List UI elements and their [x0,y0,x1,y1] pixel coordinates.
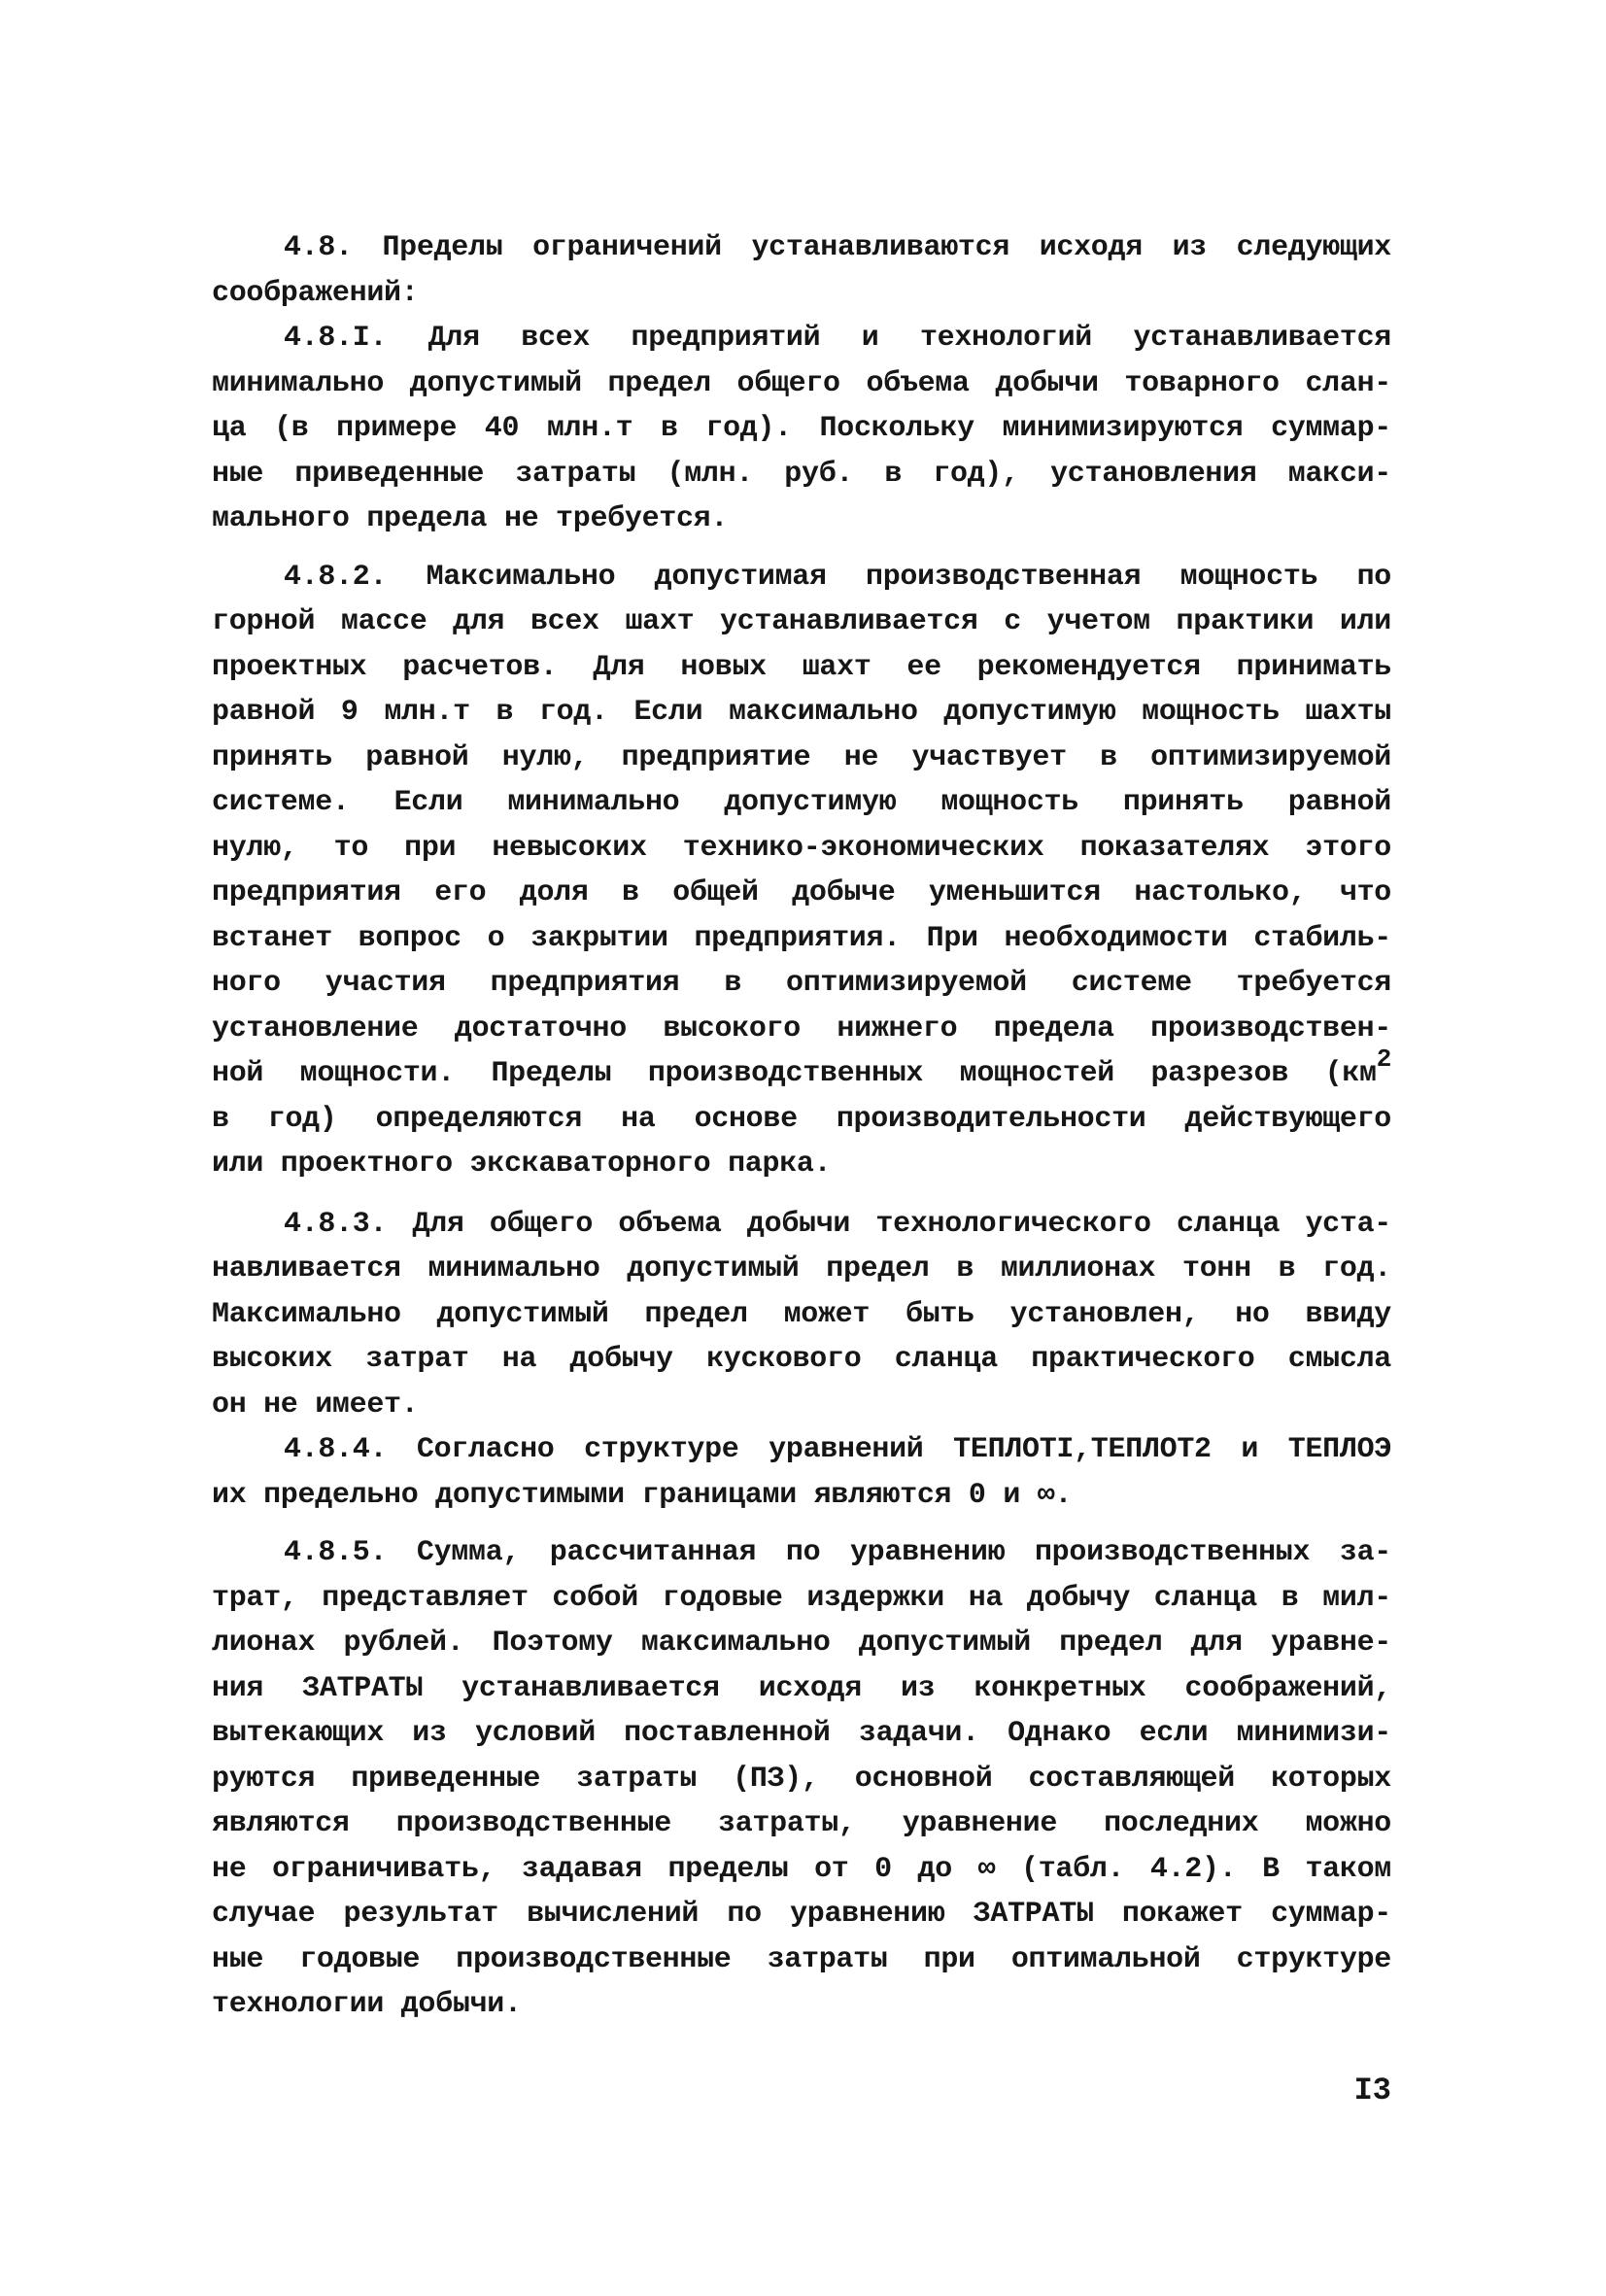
text-line [212,1045,1391,1097]
line-text: нулю, то при невысоких технико-экономических показателях этого [212,831,1391,865]
paragraph-4-8-2 [212,555,1391,1187]
text-line [212,1576,1391,1622]
text-line [212,1142,1391,1187]
line-text: ные годовые производственные затраты при оптимальной структуре [212,1942,1391,1976]
line-text: ной мощности. Пределы производственных мощностей разрезов (км [212,1057,1377,1090]
text-line [212,916,1391,962]
line-text: или проектного экскаваторного парка. [212,1148,832,1181]
line-text: 4.8.2. Максимально допустимая производственная мощность по [284,560,1391,594]
line-text: встанет вопрос о закрытии предприятия. При необходимости стабиль- [212,921,1391,955]
text-line [212,1427,1391,1473]
line-text: навливается минимально допустимый предел в миллионах тонн в год. [212,1252,1391,1285]
text-line [212,871,1391,916]
line-text: принять равной нулю, предприятие не участвует в оптимизируемой [212,740,1391,774]
text-line [212,1801,1391,1847]
text-line [212,406,1391,452]
text-line [212,1937,1391,1983]
line-text: трат, представляет собой годовые издержки на добычу сланца в мил- [212,1581,1391,1615]
line-text: ца (в примере 40 млн.т в год). Поскольку минимизируются суммар- [212,412,1391,445]
text-line [212,225,1391,271]
line-text: их предельно допустимыми границами являются 0 и ∞. [212,1478,1073,1512]
line-text: ные приведенные затраты (млн. руб. в год), установления макси- [212,457,1391,491]
line-text: горной массе для всех шахт устанавливается с учетом практики или [212,605,1391,638]
text-line [212,1202,1391,1248]
text-line [212,1892,1391,1937]
text-line [212,780,1391,826]
text-line [212,1982,1391,2028]
paragraph-4-8-5 [212,1530,1391,2028]
page-number: I3 [1353,2073,1391,2108]
line-text: 4.8.5. Сумма, рассчитанная по уравнению производственных за- [284,1536,1391,1569]
text-line [212,1097,1391,1143]
text-line [212,1007,1391,1052]
text-line [212,1757,1391,1802]
text-line [212,690,1391,736]
line-text: установление достаточно высокого нижнего предела производствен- [212,1011,1391,1045]
line-text: в год) определяются на основе производительности действующего [212,1102,1391,1136]
line-text: руются приведенные затраты (ПЗ), основной составляющей которых [212,1762,1391,1796]
text-line [212,271,1391,317]
text-line [212,316,1391,361]
line-text: 4.8.I. Для всех предприятий и технологий устанавливается [284,322,1391,355]
document-body [212,225,1391,2028]
paragraph-4-8-1 [212,316,1391,542]
text-line [212,1666,1391,1712]
line-text: соображений: [212,276,419,310]
superscript: 2 [1376,1045,1391,1074]
text-line [212,645,1391,691]
line-text: системе. Если минимально допустимую мощность принять равной [212,786,1391,819]
text-line [212,1847,1391,1893]
line-text: мального предела не требуется. [212,502,729,535]
line-text: являются производственные затраты, уравнение последних можно [212,1807,1391,1840]
line-text: 4.8.4. Согласно структуре уравнений ТЕПЛОТI,ТЕПЛОТ2 и ТЕПЛОЭ [284,1433,1391,1466]
line-text: не ограничивать, задавая пределы от 0 до ∞ (табл. 4.2). В таком [212,1852,1391,1886]
text-line [212,1292,1391,1338]
line-text: проектных расчетов. Для новых шахт ее рекомендуется принимать [212,650,1391,684]
line-text: 4.8.3. Для общего объема добычи технологического сланца уста- [284,1207,1391,1241]
text-line [212,961,1391,1007]
text-line [212,736,1391,781]
line-text: он не имеет. [212,1388,419,1422]
line-text: равной 9 млн.т в год. Если максимально допустимую мощность шахты [212,696,1391,729]
line-text: случае результат вычислений по уравнению ЗАТРАТЫ покажет суммар- [212,1898,1391,1931]
paragraph-4-8-3 [212,1202,1391,1428]
text-line [212,1337,1391,1383]
text-line [212,1473,1391,1519]
line-text: ного участия предприятия в оптимизируемой системе требуется [212,967,1391,1000]
paragraph-4-8-4 [212,1427,1391,1518]
text-line [212,555,1391,600]
line-text: минимально допустимый предел общего объема добычи товарного слан- [212,366,1391,400]
line-text: предприятия его доля в общей добыче уменьшится настолько, что [212,876,1391,909]
text-line [212,1530,1391,1576]
text-line [212,600,1391,645]
line-text: Максимально допустимый предел может быть установлен, но ввиду [212,1297,1391,1331]
line-text: технологии добычи. [212,1988,522,2021]
line-text: высоких затрат на добычу кускового сланца практического смысла [212,1343,1391,1376]
paragraph-4-8 [212,225,1391,316]
text-line [212,1383,1391,1428]
text-line [212,1621,1391,1666]
line-text: ния ЗАТРАТЫ устанавливается исходя из конкретных соображений, [212,1671,1391,1705]
line-text: лионах рублей. Поэтому максимально допустимый предел для уравне- [212,1627,1391,1660]
text-line [212,826,1391,872]
text-line [212,497,1391,542]
line-text: 4.8. Пределы ограничений устанавливаются исходя из следующих [284,231,1391,264]
text-line [212,361,1391,407]
text-line [212,452,1391,497]
text-line [212,1711,1391,1757]
text-line [212,1247,1391,1292]
line-text: вытекающих из условий поставленной задачи. Однако если минимизи- [212,1717,1391,1750]
